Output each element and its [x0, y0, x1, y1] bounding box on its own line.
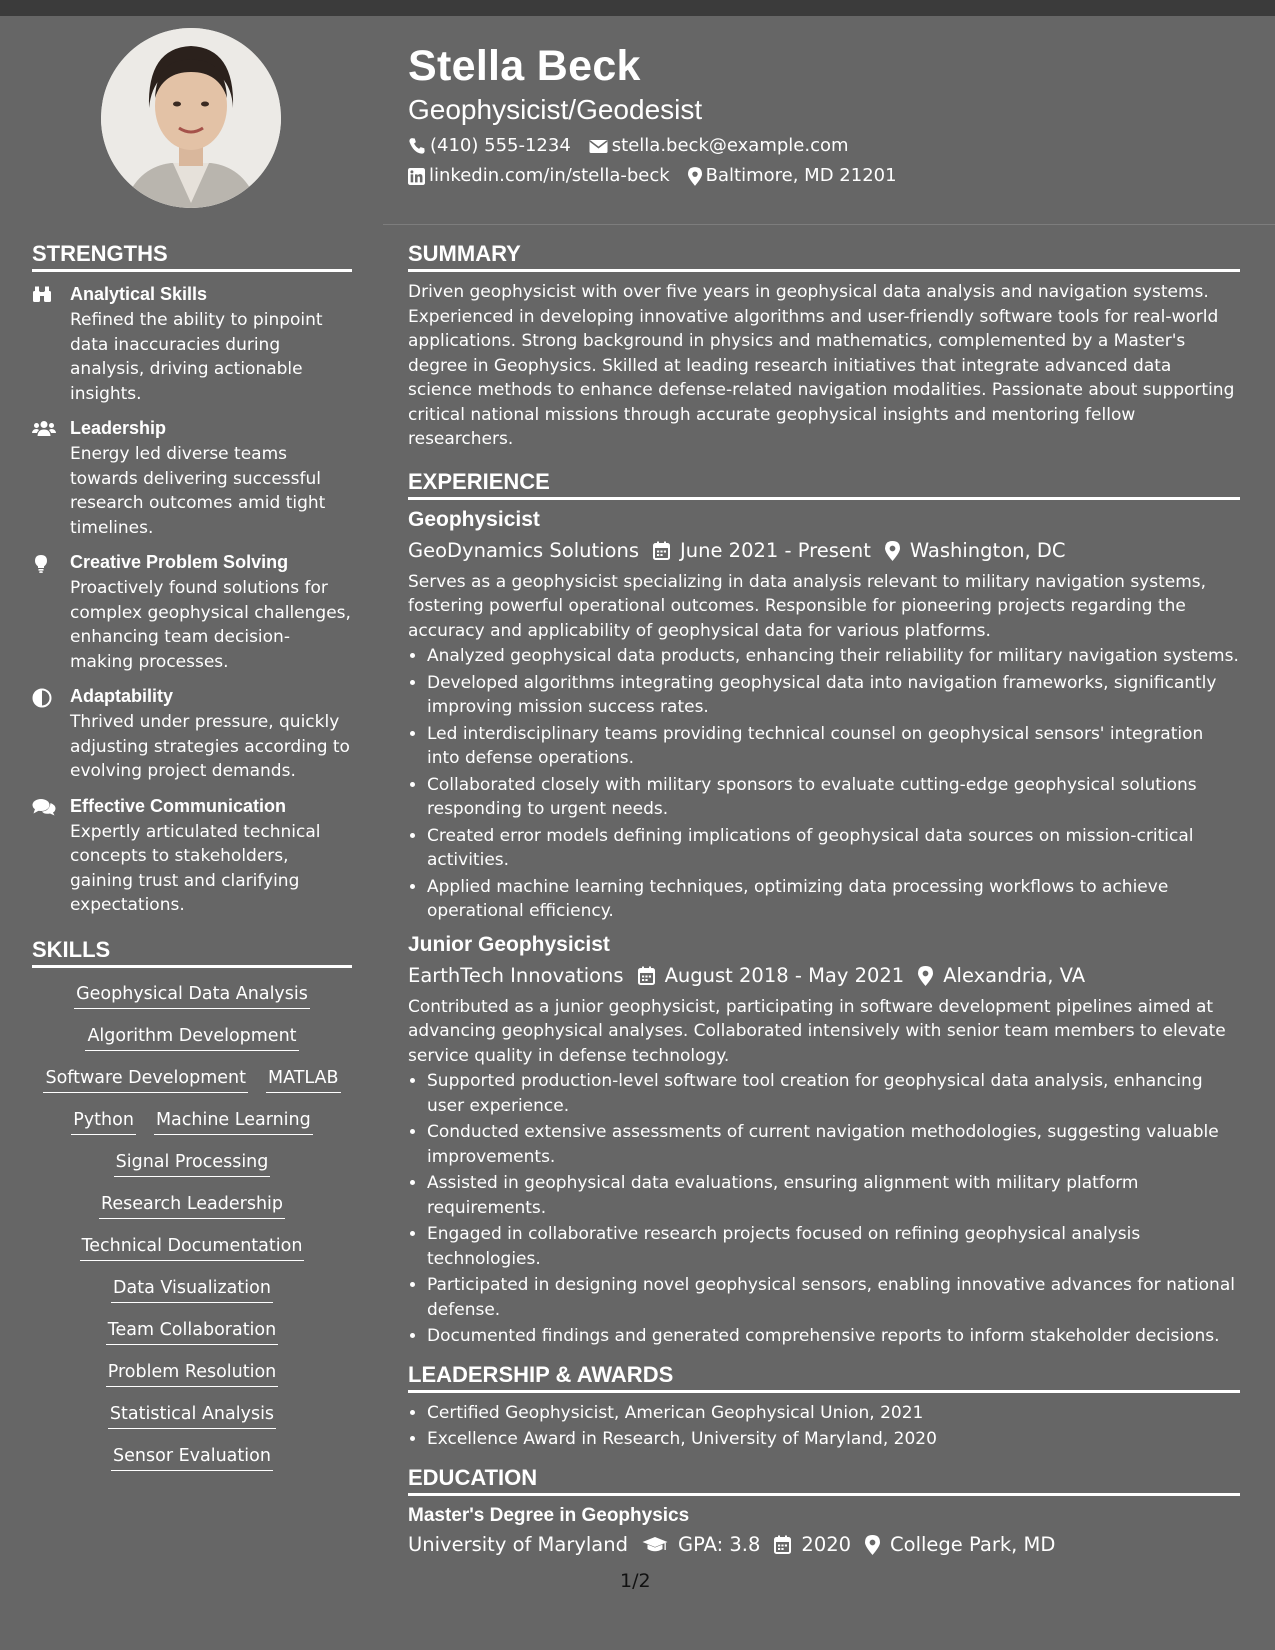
- strength-desc: Refined the ability to pinpoint data inaccuracies during analysis, driving actionable insights.: [70, 310, 323, 404]
- job-location: Washington, DC: [909, 538, 1066, 562]
- adjust-icon: [32, 688, 52, 708]
- skill-tag: Algorithm Development: [85, 1024, 298, 1051]
- awards-heading: LEADERSHIP & AWARDS: [408, 1361, 1240, 1393]
- skill-tag: Statistical Analysis: [108, 1402, 276, 1429]
- skill-tag: Research Leadership: [99, 1192, 285, 1219]
- education-year: 2020: [801, 1532, 852, 1556]
- job-bullet: • Applied machine learning techniques, optimizing data processing workflows to achieve operational efficiency.: [427, 875, 1240, 924]
- skills-list: [32, 982, 352, 1471]
- binoculars-icon: [32, 286, 52, 303]
- calendar-icon: [774, 1535, 791, 1554]
- strength-title: Creative Problem Solving: [70, 552, 289, 572]
- skill-tag: Python: [71, 1108, 136, 1135]
- job-description: Serves as a geophysicist specializing in data analysis relevant to military navigation systems, fostering powerful operational outcomes. Responsible for pioneering projects regarding the accuracy and applicability of geophysical data for various platforms.: [408, 571, 1207, 641]
- education-location: College Park, MD: [890, 1532, 1056, 1556]
- contact-row-1: [408, 134, 1238, 158]
- job-bullet: • Analyzed geophysical data products, enhancing their reliability for military navigation systems.: [427, 644, 1240, 669]
- education-gpa-group: [642, 1531, 760, 1559]
- contact-row-2: [408, 164, 1238, 188]
- strength-item: [32, 417, 352, 540]
- job-bullet: • Engaged in collaborative research projects focused on refining geophysical analysis technologies.: [427, 1222, 1240, 1271]
- envelope-icon: [589, 139, 608, 154]
- page-number: 1/2: [620, 1570, 651, 1592]
- calendar-icon: [653, 541, 670, 560]
- strength-item: [32, 795, 352, 918]
- lightbulb-icon: [32, 554, 52, 574]
- education-meta: [408, 1531, 1240, 1559]
- job-company: EarthTech Innovations: [408, 963, 624, 987]
- job-bullet: • Participated in designing novel geophysical sensors, enabling innovative advances for national defense.: [427, 1273, 1240, 1322]
- job-bullet: • Created error models defining implications of geophysical data sources on mission-critical activities.: [427, 824, 1240, 873]
- education-heading: EDUCATION: [408, 1464, 1240, 1496]
- education-year-group: [774, 1531, 851, 1559]
- job-description: Contributed as a junior geophysicist, participating in software development pipelines aimed at advancing geophysical analyses. Collaborated intensively with senior team members to elevate service quality in defense technology.: [408, 996, 1226, 1066]
- skill-tag: Signal Processing: [114, 1150, 271, 1177]
- strength-item: [32, 551, 352, 674]
- job-bullet: • Developed algorithms integrating geophysical data into navigation frameworks, significantly improving mission success rates.: [427, 671, 1240, 720]
- award-item: • Excellence Award in Research, University of Maryland, 2020: [427, 1427, 1240, 1452]
- award-item: • Certified Geophysicist, American Geophysical Union, 2021: [427, 1401, 1240, 1426]
- skill-tag: Machine Learning: [154, 1108, 313, 1135]
- email-contact[interactable]: [589, 134, 849, 158]
- map-marker-icon: [865, 1535, 880, 1555]
- education-degree: Master's Degree in Geophysics: [408, 1504, 690, 1526]
- phone-contact[interactable]: [408, 134, 571, 158]
- strength-title: Effective Communication: [70, 795, 287, 816]
- job-dates: June 2021 - Present: [680, 538, 871, 562]
- phone-icon: [408, 137, 426, 155]
- linkedin-icon: [408, 168, 425, 185]
- job-entry: [408, 932, 1240, 1349]
- education-gpa: GPA: 3.8: [678, 1532, 761, 1556]
- header-divider: [383, 224, 1275, 225]
- job-dates-group: [653, 537, 871, 565]
- comments-icon: [32, 798, 56, 816]
- candidate-title: Geophysicist/Geodesist: [408, 94, 703, 125]
- awards-list: [408, 1401, 1240, 1452]
- strength-desc: Expertly articulated technical concepts to stakeholders, gaining trust and clarifying expectations.: [70, 821, 321, 915]
- experience-heading: EXPERIENCE: [408, 468, 1240, 500]
- calendar-icon: [638, 966, 655, 985]
- job-bullet: • Conducted extensive assessments of current navigation methodologies, suggesting valuable improvements.: [427, 1120, 1240, 1169]
- graduation-cap-icon: [642, 1536, 668, 1554]
- skills-heading: SKILLS: [32, 936, 352, 968]
- resume-header: [408, 40, 1238, 188]
- location-text: Baltimore, MD 21201: [705, 165, 897, 186]
- job-meta: [408, 537, 1240, 565]
- summary-text: Driven geophysicist with over five years in geophysical data analysis and navigation systems. Experienced in developing innovative algorithms and user-friendly software tools for real-world applications. Strong background in physics and mathematics, complemented by a Master's degree in Geophysics. Skilled at leading research initiatives that integrate advanced data science methods to enhance defense-related navigation modalities. Passionate about supporting critical national missions through accurate geophysical insights and mentoring fellow researchers.: [408, 282, 1235, 449]
- skill-tag: Software Development: [43, 1066, 248, 1093]
- strength-title: Adaptability: [70, 686, 174, 706]
- job-location-group: [918, 962, 1085, 990]
- job-location: Alexandria, VA: [943, 963, 1086, 987]
- job-company: GeoDynamics Solutions: [408, 538, 639, 562]
- job-meta: [408, 962, 1240, 990]
- location-contact: [688, 164, 897, 188]
- candidate-name: Stella Beck: [408, 42, 641, 90]
- job-title: Junior Geophysicist: [408, 932, 610, 956]
- skill-tag: Technical Documentation: [80, 1234, 305, 1261]
- right-column: [408, 240, 1240, 1559]
- skill-tag: Team Collaboration: [106, 1318, 278, 1345]
- strength-desc: Energy led diverse teams towards delivering successful research outcomes amid tight timelines.: [70, 444, 326, 538]
- email-text: stella.beck@example.com: [611, 135, 849, 156]
- job-location-group: [885, 537, 1066, 565]
- skill-tag: Problem Resolution: [106, 1360, 279, 1387]
- strength-desc: Thrived under pressure, quickly adjusting strategies according to evolving project demands.: [70, 712, 350, 781]
- profile-photo: [101, 28, 281, 208]
- linkedin-contact[interactable]: [408, 164, 670, 188]
- map-marker-icon: [918, 966, 933, 986]
- job-bullets: [408, 644, 1240, 924]
- job-dates-group: [638, 962, 905, 990]
- strength-title: Analytical Skills: [70, 284, 208, 304]
- strength-title: Leadership: [70, 418, 167, 438]
- job-bullet: • Collaborated closely with military sponsors to evaluate cutting-edge geophysical solutions responding to urgent needs.: [427, 773, 1240, 822]
- strength-item: [32, 283, 352, 406]
- job-entry: [408, 507, 1240, 924]
- job-bullet: • Assisted in geophysical data evaluations, ensuring alignment with military platform requirements.: [427, 1171, 1240, 1220]
- job-dates: August 2018 - May 2021: [664, 963, 905, 987]
- map-marker-icon: [885, 541, 900, 561]
- left-column: [32, 240, 352, 1486]
- users-icon: [32, 420, 56, 437]
- top-bar: [0, 0, 1275, 16]
- summary-heading: SUMMARY: [408, 240, 1240, 272]
- job-bullet: • Documented findings and generated comprehensive reports to inform stakeholder decisions.: [427, 1324, 1240, 1349]
- skill-tag: Data Visualization: [111, 1276, 273, 1303]
- strength-desc: Proactively found solutions for complex geophysical challenges, enhancing team decision-making processes.: [70, 578, 351, 672]
- phone-text: (410) 555-1234: [430, 135, 571, 156]
- skill-tag: Sensor Evaluation: [111, 1444, 273, 1471]
- strength-item: [32, 685, 352, 784]
- skill-tag: Geophysical Data Analysis: [74, 982, 310, 1009]
- skill-tag: MATLAB: [266, 1066, 341, 1093]
- map-marker-icon: [688, 167, 702, 186]
- job-title: Geophysicist: [408, 507, 540, 531]
- education-school: University of Maryland: [408, 1532, 628, 1556]
- education-location-group: [865, 1531, 1055, 1559]
- strengths-heading: STRENGTHS: [32, 240, 352, 272]
- linkedin-text: linkedin.com/in/stella-beck: [429, 165, 670, 186]
- job-bullets: [408, 1069, 1240, 1349]
- job-bullet: • Supported production-level software tool creation for geophysical data analysis, enhancing user experience.: [427, 1069, 1240, 1118]
- job-bullet: • Led interdisciplinary teams providing technical counsel on geophysical sensors' integration into defense operations.: [427, 722, 1240, 771]
